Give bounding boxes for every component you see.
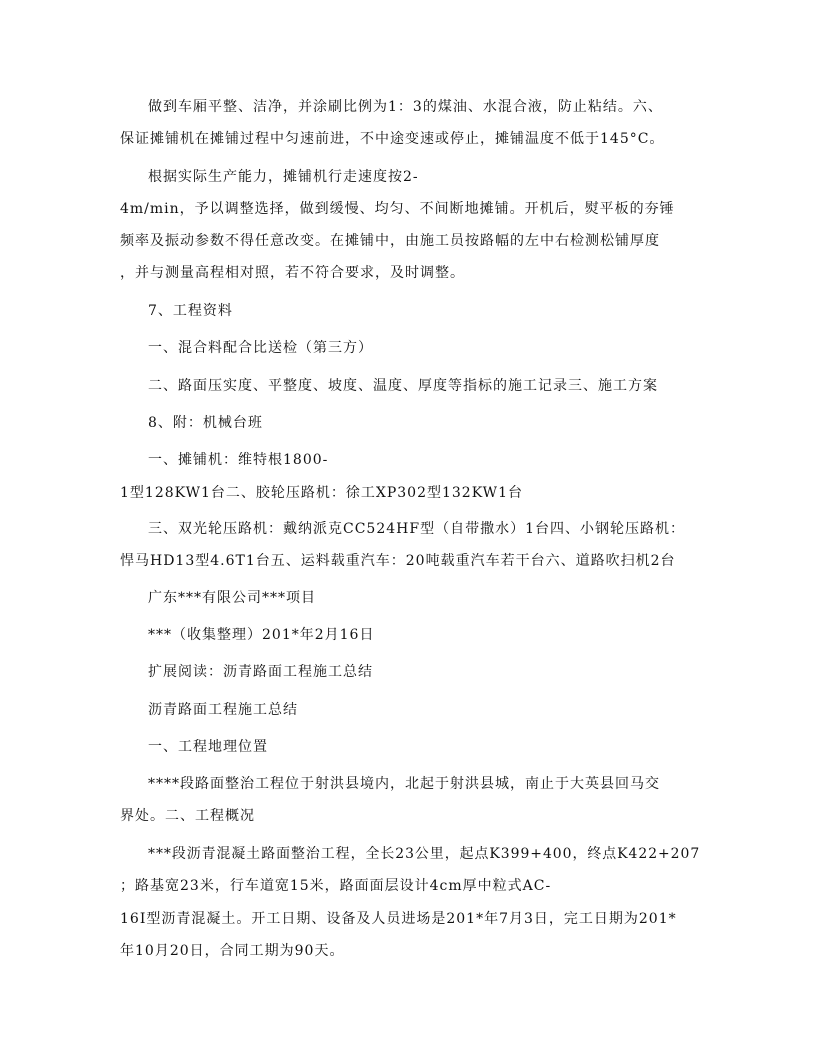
body-text-line: ***（收集整理）201*年2月16日 [148,627,375,643]
section-heading: 7、工程资料 [148,303,233,319]
section-heading: 8、附：机械台班 [148,415,263,431]
section-heading: 一、工程地理位置 [148,739,268,755]
body-text-line: 做到车厢平整、洁净，并涂刷比例为1：3的煤油、水混合液，防止粘结。六、 [148,99,663,115]
section-heading: 沥青路面工程施工总结 [148,702,298,718]
body-text-line: 界处。二、工程概况 [120,808,255,824]
body-text-line: 悍马HD13型4.6T1台五、运料载重汽车：20吨载重汽车若干台六、道路吹扫机2台 [120,553,676,569]
body-text-line: 年10月20日，合同工期为90天。 [120,943,345,959]
body-text-line: ，并与测量高程相对照，若不符合要求，及时调整。 [120,265,465,281]
body-text-line: 一、混合料配合比送检（第三方） [148,340,373,356]
body-text-line: 4m/min，予以调整选择，做到缓慢、均匀、不间断地摊铺。开机后，熨平板的夯锤 [120,201,675,217]
body-text-line: 扩展阅读：沥青路面工程施工总结 [148,664,373,680]
body-text-line: 三、双光轮压路机：戴纳派克CC524HF型（自带撒水）1台四、小钢轮压路机： [148,521,685,537]
body-text-line: ***段沥青混凝土路面整治工程，全长23公里，起点K399+400，终点K422+207 [148,846,701,862]
body-text-line: 保证摊铺机在摊铺过程中匀速前进，不中途变速或停止，摊铺温度不低于145°C。 [120,131,665,147]
body-text-line: 二、路面压实度、平整度、坡度、温度、厚度等指标的施工记录三、施工方案 [148,378,658,394]
body-text-line: 广东***有限公司***项目 [148,590,316,606]
body-text-line: 16Ⅰ型沥青混凝土。开工日期、设备及人员进场是201*年7月3日，完工日期为201* [120,911,677,927]
body-text-line: 一、摊铺机：维特根1800- [148,452,329,468]
body-text-line: ****段路面整治工程位于射洪县境内，北起于射洪县城，南止于大英县回马交 [148,776,660,792]
body-text-line: 1型128KW1台二、胶轮压路机：徐工XP302型132KW1台 [120,485,523,501]
body-text-line: 根据实际生产能力，摊铺机行走速度按2- [148,169,419,185]
body-text-line: 频率及振动参数不得任意改变。在摊铺中，由施工员按路幅的左中右检测松铺厚度 [120,233,660,249]
body-text-line: ；路基宽23米，行车道宽15米，路面面层设计4cm厚中粒式AC- [120,878,552,894]
